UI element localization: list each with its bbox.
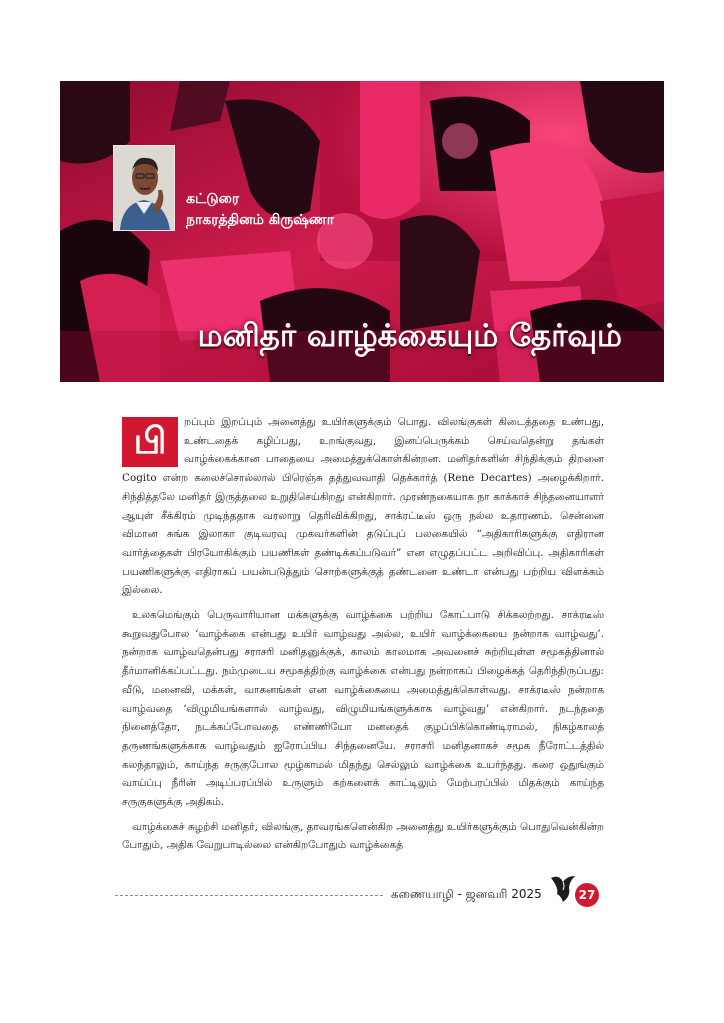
author-portrait-icon [114,146,174,230]
paragraph [122,413,604,600]
author-photo [113,145,175,231]
article-body [122,413,604,861]
publication-name: கணையாழி - ஜனவரி 2025 [391,887,542,901]
paragraph-text: றப்பும் இறப்பும் அனைத்து உயிர்களுக்கும் பொது. விலங்குகள் கிடைத்ததை உண்பது, உண்டதைக் கழிப்பது, உறங்குவது, இனப்பெருக்கம் செய்வதென்று தங்கள் வாழ்க்கைக்கான பாதையை அமைத்துக்கொள்கின்றன. மனிதர்களின் சிந்திக்கும் திறனை Cogito என்ற கலைச்சொல்லால் பிரெஞ்சு தத்துவவாதி தெக்கார்த் (Rene Decartes) அழைக்கிறார். சிந்தித்தலே மனிதர் இருத்தலை உறுதிசெய்கிறது என்கிறார். முரண்நகையாக நா காக்காச் சிந்தனையாளர் ஆயுள் சீக்கிரம் முடிந்ததாக வரலாறு தெரிவிக்கிறது, சாக்ரட்டீஸ் ஒரு நல்ல உதாரணம். சென்னை விமான சுங்க இலாகா குடிவரவு முகவர்களின் தடுப்புப் பலகையில் “அதிகாரிகளுக்கு எதிரான வார்த்தைகள் பிரயோகிக்கும் பயணிகள் தண்டிக்கப்படுவர்” என எழுதப்பட்ட அறிவிப்பு. அதிகாரிகள் பயணிகளுக்கு எதிராகப் பயன்படுத்தும் சொற்களுக்குத் தண்டனை உண்டா என்பது பற்றிய விளக்கம் இல்லை. [122,416,604,597]
footer-divider [115,895,383,896]
paragraph: உலகமெங்கும் பெருவாரியான மக்களுக்கு வாழ்க்கை பற்றிய கோட்பாடு சிக்கலற்றது. சாக்ரடீஸ் கூறுவதுபோல ‘வாழ்க்கை என்பது உயிர் வாழ்வது அல்ல, உயிர் வாழ்க்கையை நன்றாக வாழ்வது’. நன்றாக வாழ்வதென்பது சராசரி மனிதனுக்குக், காலம் காலமாக அவனைச் சுற்றியுள்ள சமூகத்தினால் தீர்மானிக்கப்பட்டது. நம்முடைய சமூகத்திற்கு வாழ்க்கை என்பது நன்றாகப் பிழைக்கத் தெரிந்திருப்பது: வீடு, மனைவி, மக்கள், வாகனங்கள் என வாழ்க்கையை அமைத்துக்கொள்வது. சாக்ரடீஸ் நன்றாக வாழ்வதை ‘விழுமியங்களால் வாழ்வது, விழுமியங்களுக்காக வாழ்வது’ என்கிறார். நடந்ததை நினைத்தோ, நடக்கப்போவதை எண்ணியோ மனதைக் குழப்பிக்கொண்டிராமல், நிகழ்காலத் தருணங்களுக்காக வாழ்வதும் ஐரோப்பிய சிந்தனையே. சராசரி மனிதனாகச் சமூக நீரோட்டத்தில் கலந்தாலும், காய்ந்த சருகுபோல மூழ்காமல் மிதந்து செல்லும் வாழ்க்கை உயர்ந்தது. கரை ஒதுங்கும் வாய்ப்பு நீரின் அடிப்பரப்பில் உருளும் கற்களைக் காட்டிலும் மேற்பரப்பில் மிதக்கும் காய்ந்த சருகுகளுக்கு அதிகம். [122,609,604,809]
drop-cap: பி [122,417,178,467]
paragraph: வாழ்க்கைச் சுழற்சி மனிதர், விலங்கு, தாவரங்களென்கிற அனைத்து உயிர்களுக்கும் பொதுவென்கின்ற போதும், அதிக வேறுபாடில்லை என்கிறபோதும் வாழ்க்கைத் [122,820,604,852]
article-category: கட்டுரை [186,191,240,207]
article-title: மனிதர் வாழ்க்கையும் தேர்வும் [197,318,622,354]
author-name: நாகரத்தினம் கிருஷ்ணா [186,212,335,228]
page-number: 27 [575,883,599,907]
drop-cap-spacer [122,413,184,468]
bird-logo-icon [549,872,579,904]
